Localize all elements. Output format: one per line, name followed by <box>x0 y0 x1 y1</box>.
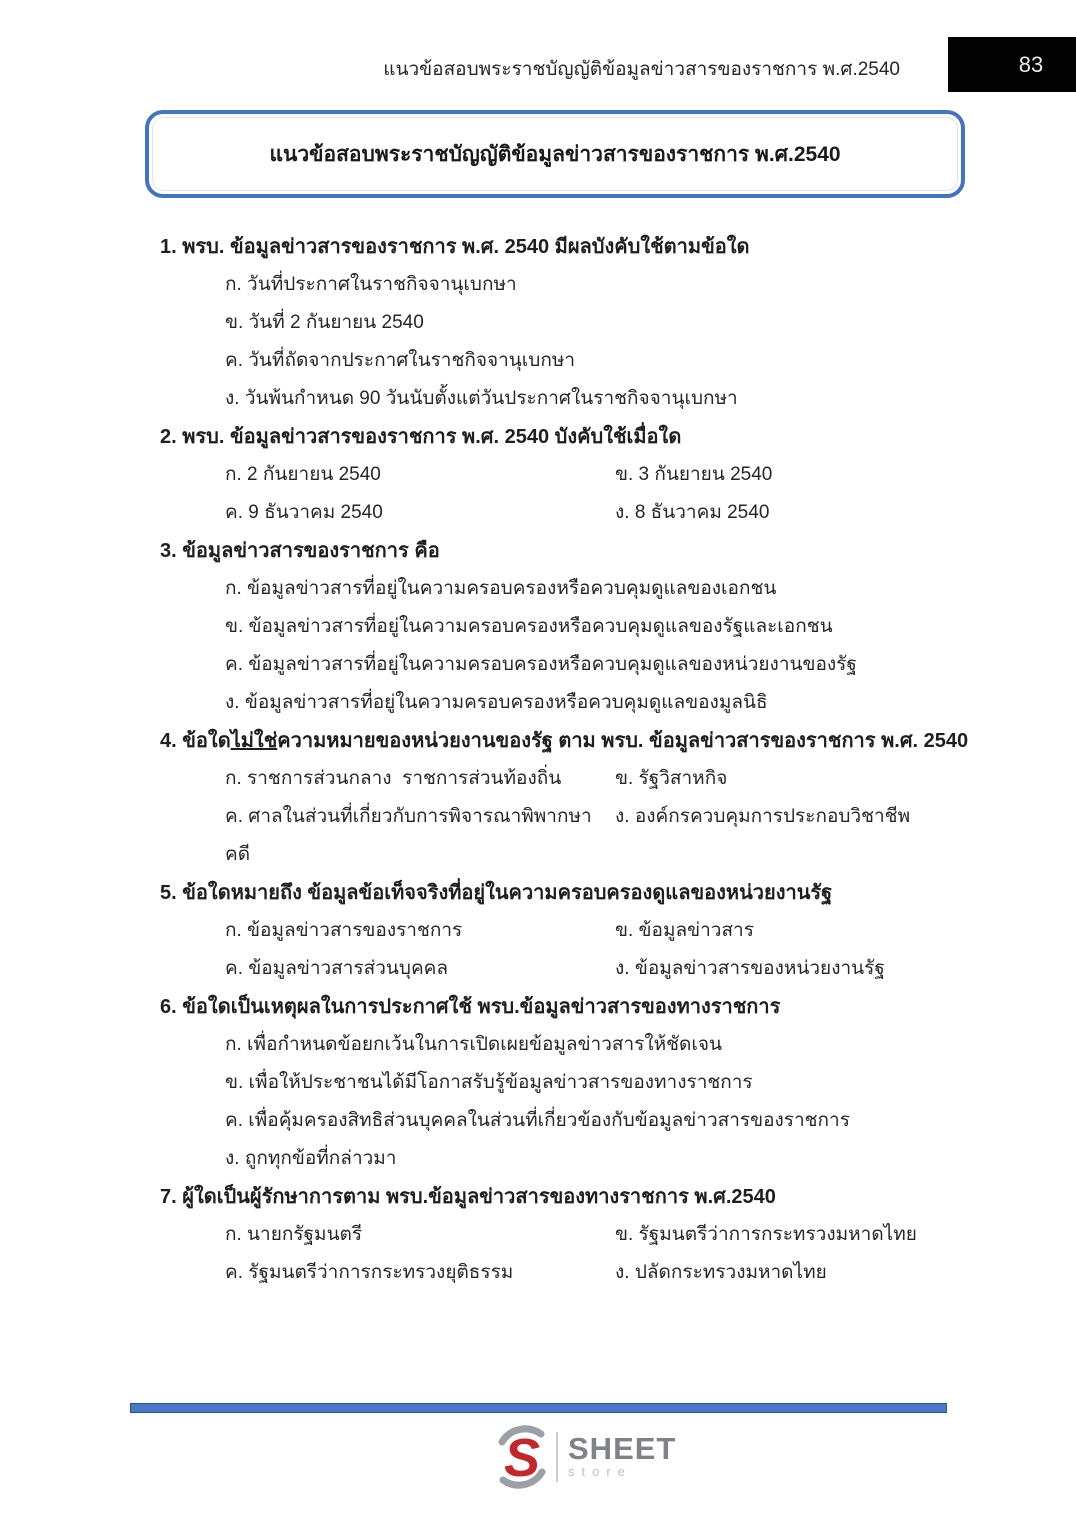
option: ค. รัฐมนตรีว่าการกระทรวงยุติธรรม <box>225 1262 514 1283</box>
question-number: 4. <box>160 730 177 752</box>
question-body: ความหมายของหน่วยงานของรัฐ ตาม พรบ. ข้อมูลข่าวสารของราชการ พ.ศ. 2540 <box>277 730 969 752</box>
option: ข. รัฐวิสาหกิจ <box>615 768 728 789</box>
option: ง. ข้อมูลข่าวสารของหน่วยงานรัฐ <box>615 958 885 979</box>
option: ข. รัฐมนตรีว่าการกระทรวงมหาดไทย <box>615 1224 917 1245</box>
question-number: 1. <box>160 236 177 258</box>
option: ค. ศาลในส่วนที่เกี่ยวกับการพิจารณาพิพากษาคดี <box>225 806 592 865</box>
option: ค. 9 ธันวาคม 2540 <box>225 502 383 523</box>
question-5 <box>160 874 970 988</box>
question-body: ข้อใด <box>182 730 231 752</box>
options-grid <box>160 760 970 874</box>
question-body: พรบ. ข้อมูลข่าวสารของราชการ พ.ศ. 2540 บังคับใช้เมื่อใด <box>182 426 682 448</box>
question-number: 6. <box>160 996 177 1018</box>
sheet-store-logo <box>494 1420 676 1494</box>
question-body: ผู้ใดเป็นผู้รักษาการตาม พรบ.ข้อมูลข่าวสารของทางราชการ พ.ศ.2540 <box>182 1186 776 1208</box>
option: ข. ข้อมูลข่าวสารที่อยู่ในความครอบครองหรือควบคุมดูแลของรัฐและเอกชน <box>225 616 833 637</box>
question-text <box>160 874 970 912</box>
option: ง. ถูกทุกข้อที่กล่าวมา <box>225 1148 397 1169</box>
option: ก. เพื่อกำหนดข้อยกเว้นในการเปิดเผยข้อมูลข่าวสารให้ชัดเจน <box>225 1034 723 1055</box>
sheet-store-logo-icon <box>494 1420 550 1494</box>
question-body: พรบ. ข้อมูลข่าวสารของราชการ พ.ศ. 2540 มีผลบังคับใช้ตามข้อใด <box>182 236 750 258</box>
page-number-badge <box>948 37 1076 92</box>
option: ก. ราชการส่วนกลาง ราชการส่วนท้องถิ่น <box>225 768 562 789</box>
page-number: 83 <box>1018 51 1044 77</box>
options-grid <box>160 1216 970 1292</box>
option: ค. ข้อมูลข่าวสารส่วนบุคคล <box>225 958 449 979</box>
question-body: ข้อใดเป็นเหตุผลในการประกาศใช้ พรบ.ข้อมูลข่าวสารของทางราชการ <box>182 996 781 1018</box>
option: ค. วันที่ถัดจากประกาศในราชกิจจานุเบกษา <box>225 350 576 371</box>
question-number: 2. <box>160 426 177 448</box>
question-number: 7. <box>160 1186 177 1208</box>
logo-wordmark <box>568 1431 677 1480</box>
question-body: ข้อมูลข่าวสารของราชการ คือ <box>182 540 440 562</box>
question-text <box>160 532 970 570</box>
logo-divider <box>556 1432 558 1482</box>
logo-letter: S <box>503 1428 541 1488</box>
question-text <box>160 418 970 456</box>
option: ก. วันที่ประกาศในราชกิจจานุเบกษา <box>225 274 517 295</box>
question-3 <box>160 532 970 722</box>
option: ค. เพื่อคุ้มครองสิทธิส่วนบุคคลในส่วนที่เกี่ยวข้องกับข้อมูลข่าวสารของราชการ <box>225 1110 850 1131</box>
document-title: แนวข้อสอบพระราชบัญญัติข้อมูลข่าวสารของราชการ พ.ศ.2540 <box>269 142 841 166</box>
question-1 <box>160 228 970 418</box>
question-text <box>160 988 970 1026</box>
question-body: ข้อใดหมายถึง ข้อมูลข้อเท็จจริงที่อยู่ในความครอบครองดูแลของหน่วยงานรัฐ <box>182 882 833 904</box>
option: ข. เพื่อให้ประชาชนได้มีโอกาสรับรู้ข้อมูลข่าวสารของทางราชการ <box>225 1072 753 1093</box>
option: ค. ข้อมูลข่าวสารที่อยู่ในความครอบครองหรือควบคุมดูแลของหน่วยงานของรัฐ <box>225 654 857 675</box>
option: ง. องค์กรควบคุมการประกอบวิชาชีพ <box>615 806 911 827</box>
question-number: 5. <box>160 882 177 904</box>
title-box-inner-frame <box>152 117 958 191</box>
option: ก. ข้อมูลข่าวสารที่อยู่ในความครอบครองหรือควบคุมดูแลของเอกชน <box>225 578 777 599</box>
brand-name: SHEET <box>568 1431 677 1466</box>
question-6 <box>160 988 970 1178</box>
question-text <box>160 1178 970 1216</box>
options-grid <box>160 456 970 532</box>
option: ข. วันที่ 2 กันยายน 2540 <box>225 312 424 333</box>
option: ก. ข้อมูลข่าวสารของราชการ <box>225 920 463 941</box>
title-box <box>145 110 965 198</box>
question-7 <box>160 1178 970 1292</box>
options-list <box>160 266 970 418</box>
option: ง. ข้อมูลข่าวสารที่อยู่ในความครอบครองหรือควบคุมดูแลของมูลนิธิ <box>225 692 768 713</box>
question-4 <box>160 722 970 874</box>
questions-area <box>160 228 970 1292</box>
option: ง. วันพ้นกำหนด 90 วันนับตั้งแต่วันประกาศในราชกิจจานุเบกษา <box>225 388 738 409</box>
question-body-underlined: ไม่ใช่ <box>230 730 278 752</box>
running-header-title: แนวข้อสอบพระราชบัญญัติข้อมูลข่าวสารของราชการ พ.ศ.2540 <box>383 59 900 80</box>
options-list <box>160 1026 970 1178</box>
question-2 <box>160 418 970 532</box>
brand-subtitle: store <box>568 1464 632 1479</box>
footer-divider-rule <box>130 1403 947 1413</box>
option: ง. 8 ธันวาคม 2540 <box>615 502 770 523</box>
options-list <box>160 570 970 722</box>
option: ง. ปลัดกระทรวงมหาดไทย <box>615 1262 827 1283</box>
question-text <box>160 228 970 266</box>
option: ก. นายกรัฐมนตรี <box>225 1224 363 1245</box>
options-grid <box>160 912 970 988</box>
question-number: 3. <box>160 540 177 562</box>
question-text <box>160 722 970 760</box>
option: ก. 2 กันยายน 2540 <box>225 464 381 485</box>
option: ข. ข้อมูลข่าวสาร <box>615 920 754 941</box>
option: ข. 3 กันยายน 2540 <box>615 464 773 485</box>
